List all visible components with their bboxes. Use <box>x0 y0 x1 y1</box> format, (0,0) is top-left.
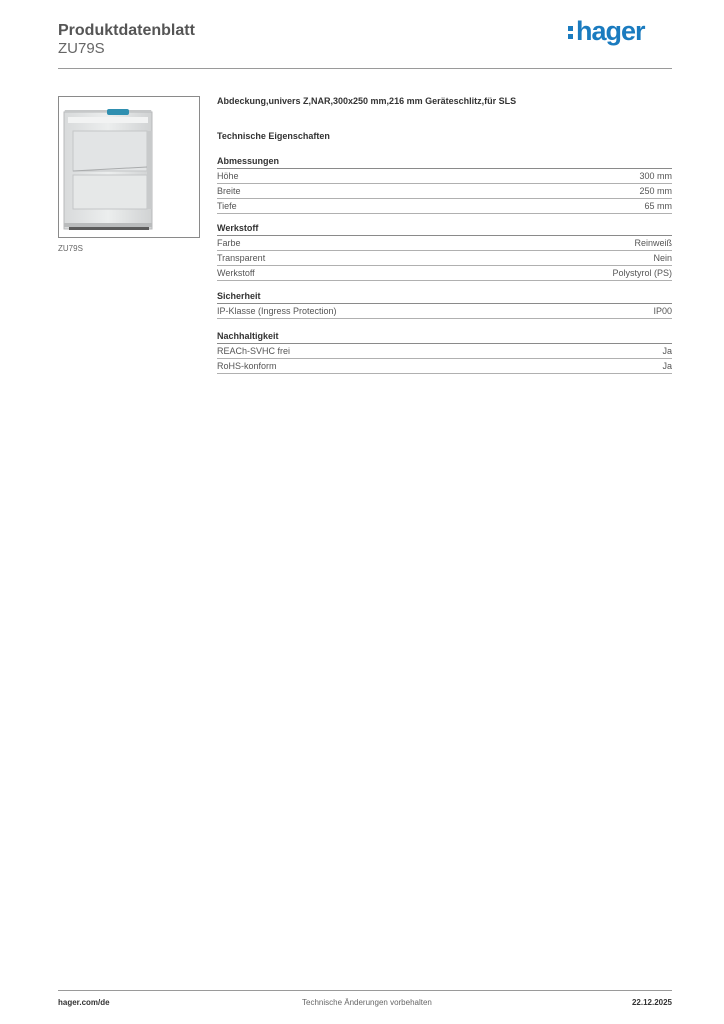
footer-date: 22.12.2025 <box>631 998 672 1007</box>
spec-section-safety <box>217 290 672 319</box>
spec-label: Breite <box>217 186 241 196</box>
distribution-cover-icon <box>59 97 199 237</box>
hager-logo <box>568 14 658 48</box>
spec-value: IP00 <box>653 306 672 316</box>
section-title: Sicherheit <box>217 290 672 304</box>
spec-row <box>217 251 672 266</box>
spec-label: Höhe <box>217 171 239 181</box>
image-caption: ZU79S <box>58 244 83 253</box>
product-code: ZU79S <box>58 40 105 57</box>
spec-section-dimensions <box>217 155 672 214</box>
spec-value: Reinweiß <box>634 238 672 248</box>
spec-row <box>217 184 672 199</box>
spec-value: 250 mm <box>639 186 672 196</box>
spec-section-material <box>217 222 672 281</box>
spec-label: REACh-SVHC frei <box>217 346 291 356</box>
section-title: Abmessungen <box>217 155 672 169</box>
footer-notice: Technische Änderungen vorbehalten <box>302 998 432 1007</box>
spec-value: Polystyrol (PS) <box>612 268 672 278</box>
spec-value: Nein <box>653 253 672 263</box>
spec-label: Transparent <box>217 253 266 263</box>
spec-value: Ja <box>662 346 672 356</box>
header-divider <box>58 68 672 69</box>
product-description: Abdeckung,univers Z,NAR,300x250 mm,216 mm Geräteschlitz,für SLS <box>217 96 517 106</box>
spec-row <box>217 359 672 374</box>
spec-value: 300 mm <box>639 171 672 181</box>
section-title: Werkstoff <box>217 222 672 236</box>
spec-label: RoHS-konform <box>217 361 277 371</box>
spec-row <box>217 266 672 281</box>
spec-label: IP-Klasse (Ingress Protection) <box>217 306 337 316</box>
spec-value: 65 mm <box>644 201 672 211</box>
spec-label: Tiefe <box>217 201 237 211</box>
product-image <box>58 96 200 238</box>
spec-label: Werkstoff <box>217 268 255 278</box>
spec-row <box>217 344 672 359</box>
spec-value: Ja <box>662 361 672 371</box>
spec-label: Farbe <box>217 238 241 248</box>
spec-row <box>217 304 672 319</box>
footer-website: hager.com/de <box>58 998 110 1007</box>
specs-heading: Technische Eigenschaften <box>217 131 330 141</box>
footer-divider <box>58 990 672 991</box>
section-title: Nachhaltigkeit <box>217 330 672 344</box>
spec-row <box>217 199 672 214</box>
spec-row <box>217 169 672 184</box>
spec-row <box>217 236 672 251</box>
spec-section-sustainability <box>217 330 672 374</box>
page-title: Produktdatenblatt <box>58 22 195 39</box>
logo-text: hager <box>576 16 645 46</box>
logo-dots-icon <box>568 26 574 42</box>
